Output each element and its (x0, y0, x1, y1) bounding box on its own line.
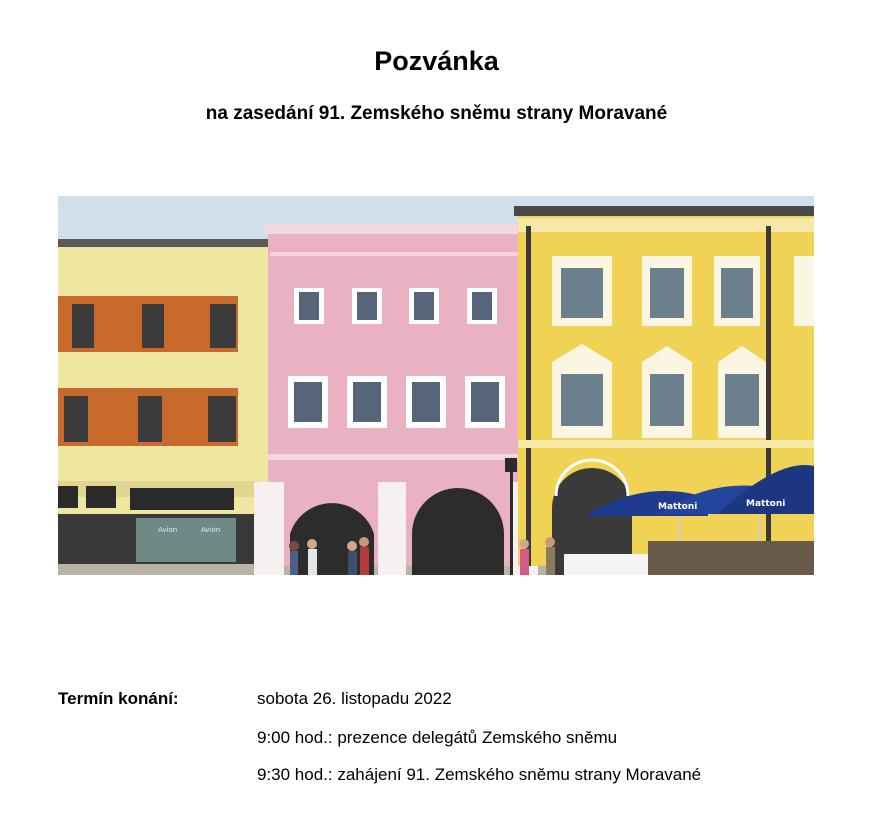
yellow-house (514, 206, 814, 575)
umbrella-sign-2: Mattoni (746, 499, 786, 509)
detail-line-registration: 9:00 hod.: prezence delegátů Zemského sněmu (257, 728, 618, 747)
invitation-subtitle: na zasedání 91. Zemského sněmu strany Moravané (205, 103, 668, 124)
town-square-photo (58, 196, 814, 575)
invitation-title: Pozvánka (374, 46, 499, 76)
cafe-sign: Avion (158, 526, 178, 534)
date-label: Termín konání: (58, 689, 179, 708)
detail-line-opening: 9:30 hod.: zahájení 91. Zemského sněmu strany Moravané (257, 765, 702, 784)
cafe-sign-2: Avion (201, 526, 221, 534)
left-house (58, 239, 268, 564)
detail-line-date: sobota 26. listopadu 2022 (257, 689, 452, 708)
pink-house (254, 224, 538, 575)
umbrella-sign: Mattoni (658, 502, 698, 512)
